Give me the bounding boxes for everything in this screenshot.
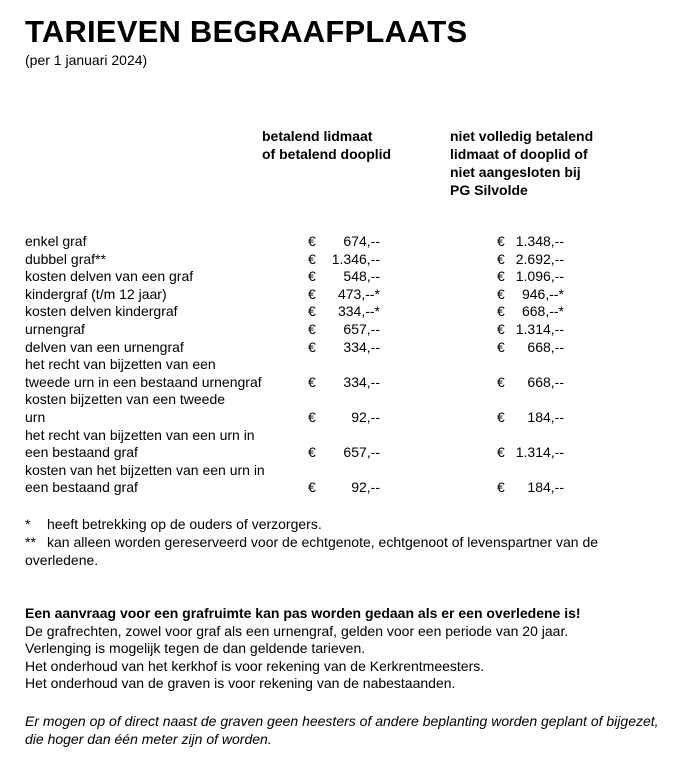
price-non-member-amount: 1.096,-- — [515, 268, 564, 285]
price-member — [307, 409, 497, 427]
price-non-member — [497, 286, 564, 304]
tariff-table — [25, 233, 665, 497]
currency-symbol: € — [308, 479, 316, 496]
price-non-member-amount: 668,-- — [527, 338, 564, 355]
currency-symbol: € — [308, 444, 316, 461]
price-non-member — [497, 409, 564, 427]
price-member — [307, 339, 497, 357]
tariff-label: dubbel graf** — [25, 250, 106, 267]
price-non-member-amount: 1.314,-- — [515, 444, 564, 461]
tariff-row — [25, 286, 665, 304]
price-member-amount: 657,-- — [343, 320, 380, 337]
tariff-values — [307, 303, 564, 321]
tariff-label: kosten van het bijzetten van een urn in een bestaand graf — [25, 461, 265, 496]
price-non-member-amount: 184,-- — [527, 408, 564, 425]
price-member-amount: 657,-- — [343, 444, 380, 461]
currency-symbol: € — [497, 408, 505, 425]
tariff-values — [307, 356, 564, 391]
price-non-member — [497, 268, 564, 286]
tariff-row — [25, 462, 665, 497]
currency-symbol: € — [497, 250, 505, 267]
price-member — [307, 233, 497, 251]
price-member-amount: 92,-- — [351, 479, 380, 496]
price-member — [307, 268, 497, 286]
column-header-non-members: niet volledig betalend lidmaat of dooplid of niet aangesloten bij PG Silvolde — [450, 128, 594, 198]
price-non-member — [497, 444, 564, 462]
tariff-values — [307, 339, 564, 357]
currency-symbol: € — [497, 479, 505, 496]
price-member — [307, 321, 497, 339]
tariff-row — [25, 427, 665, 462]
footnote-single — [25, 516, 665, 534]
price-member — [307, 303, 497, 321]
tariff-row — [25, 356, 665, 391]
tariff-label: kosten bijzetten van een tweede urn — [25, 391, 226, 425]
currency-symbol: € — [308, 408, 316, 425]
tariff-values — [307, 321, 564, 339]
price-member — [307, 444, 497, 462]
tariff-row — [25, 321, 665, 339]
currency-symbol: € — [497, 233, 505, 249]
price-non-member — [497, 374, 564, 392]
currency-symbol: € — [308, 373, 316, 390]
currency-symbol: € — [497, 444, 505, 461]
price-member-amount: 92,-- — [351, 408, 380, 425]
footnote-mark: ** — [25, 534, 36, 550]
tariff-row — [25, 251, 665, 269]
tariff-label: kindergraf (t/m 12 jaar) — [25, 285, 167, 302]
price-member-amount: 1.346,-- — [331, 250, 380, 267]
tariff-values — [307, 286, 564, 304]
price-non-member-amount: 184,-- — [527, 479, 564, 496]
tariff-values — [307, 391, 564, 426]
tariff-row — [25, 391, 665, 426]
currency-symbol: € — [308, 285, 316, 302]
price-non-member — [497, 479, 564, 497]
currency-symbol: € — [308, 250, 316, 267]
currency-symbol: € — [497, 320, 505, 337]
notice-line: De grafrechten, zowel voor graf als een urnengraf, gelden voor een periode van 20 jaar. — [25, 622, 569, 639]
tariff-row — [25, 303, 665, 321]
page-title: TARIEVEN BEGRAAFPLAATS — [25, 14, 468, 49]
currency-symbol: € — [308, 338, 316, 355]
currency-symbol: € — [308, 320, 316, 337]
price-member — [307, 479, 497, 497]
price-non-member-amount: 1.348,-- — [515, 233, 564, 249]
price-member-amount: 334,-- — [343, 338, 380, 355]
currency-symbol: € — [308, 268, 316, 285]
tariff-values — [307, 233, 564, 251]
price-member-amount: 334,--* — [337, 303, 380, 320]
footnote-mark: * — [25, 516, 31, 532]
tariff-label: het recht van bijzetten van een urn in een bestaand graf — [25, 426, 255, 461]
price-non-member — [497, 303, 564, 321]
planting-note: Er mogen op of direct naast de graven geen heesters of andere beplanting worden geplant of bijgezet, die hoger dan één meter zijn of worden. — [25, 713, 659, 747]
tariff-values — [307, 462, 564, 497]
price-non-member — [497, 339, 564, 357]
tariff-label: enkel graf — [25, 233, 87, 249]
tariff-label: delven van een urnengraf — [25, 338, 184, 355]
notice-heading: Een aanvraag voor een grafruimte kan pas worden gedaan als er een overledene is! — [25, 605, 581, 621]
price-member-amount: 334,-- — [343, 373, 380, 390]
price-member-amount: 473,--* — [337, 285, 380, 302]
currency-symbol: € — [308, 303, 316, 320]
price-non-member-amount: 1.314,-- — [515, 320, 564, 337]
tariff-values — [307, 427, 564, 462]
tariff-row — [25, 268, 665, 286]
tariff-row — [25, 339, 665, 357]
notice-line: Verlenging is mogelijk tegen de dan geldende tarieven. — [25, 640, 366, 657]
currency-symbol: € — [308, 233, 316, 249]
price-member — [307, 286, 497, 304]
price-non-member-amount: 2.692,-- — [515, 250, 564, 267]
price-non-member — [497, 233, 564, 251]
price-member-amount: 674,-- — [343, 233, 380, 249]
tariff-values — [307, 251, 564, 269]
tariff-label: kosten delven kindergraf — [25, 303, 178, 320]
effective-date: (per 1 januari 2024) — [25, 52, 148, 68]
tariff-label: het recht van bijzetten van een tweede urn in een bestaand urnengraf — [25, 356, 262, 390]
price-member — [307, 374, 497, 392]
price-non-member — [497, 251, 564, 269]
tariff-values — [307, 268, 564, 286]
tariff-label: kosten delven van een graf — [25, 268, 194, 285]
tariff-label: urnengraf — [25, 320, 85, 337]
price-member-amount: 548,-- — [343, 268, 380, 285]
currency-symbol: € — [497, 338, 505, 355]
column-header-members: betalend lidmaat of betalend dooplid — [262, 128, 392, 162]
notice-line: Het onderhoud van de graven is voor rekening van de nabestaanden. — [25, 675, 456, 692]
currency-symbol: € — [497, 268, 505, 285]
currency-symbol: € — [497, 285, 505, 302]
price-non-member-amount: 668,-- — [527, 373, 564, 390]
footnote-text: heeft betrekking op de ouders of verzorgers. — [47, 516, 322, 532]
footnote-double — [25, 534, 665, 569]
price-non-member-amount: 668,--* — [521, 303, 564, 320]
currency-symbol: € — [497, 303, 505, 320]
footnote-text: kan alleen worden gereserveerd voor de echtgenote, echtgenoot of levenspartner van de overledene. — [25, 534, 599, 568]
tariff-row — [25, 233, 665, 251]
currency-symbol: € — [497, 373, 505, 390]
notice-line: Het onderhoud van het kerkhof is voor rekening van de Kerkrentmeesters. — [25, 657, 485, 674]
notice-block — [25, 605, 665, 693]
price-member — [307, 251, 497, 269]
price-non-member — [497, 321, 564, 339]
price-non-member-amount: 946,--* — [521, 285, 564, 302]
